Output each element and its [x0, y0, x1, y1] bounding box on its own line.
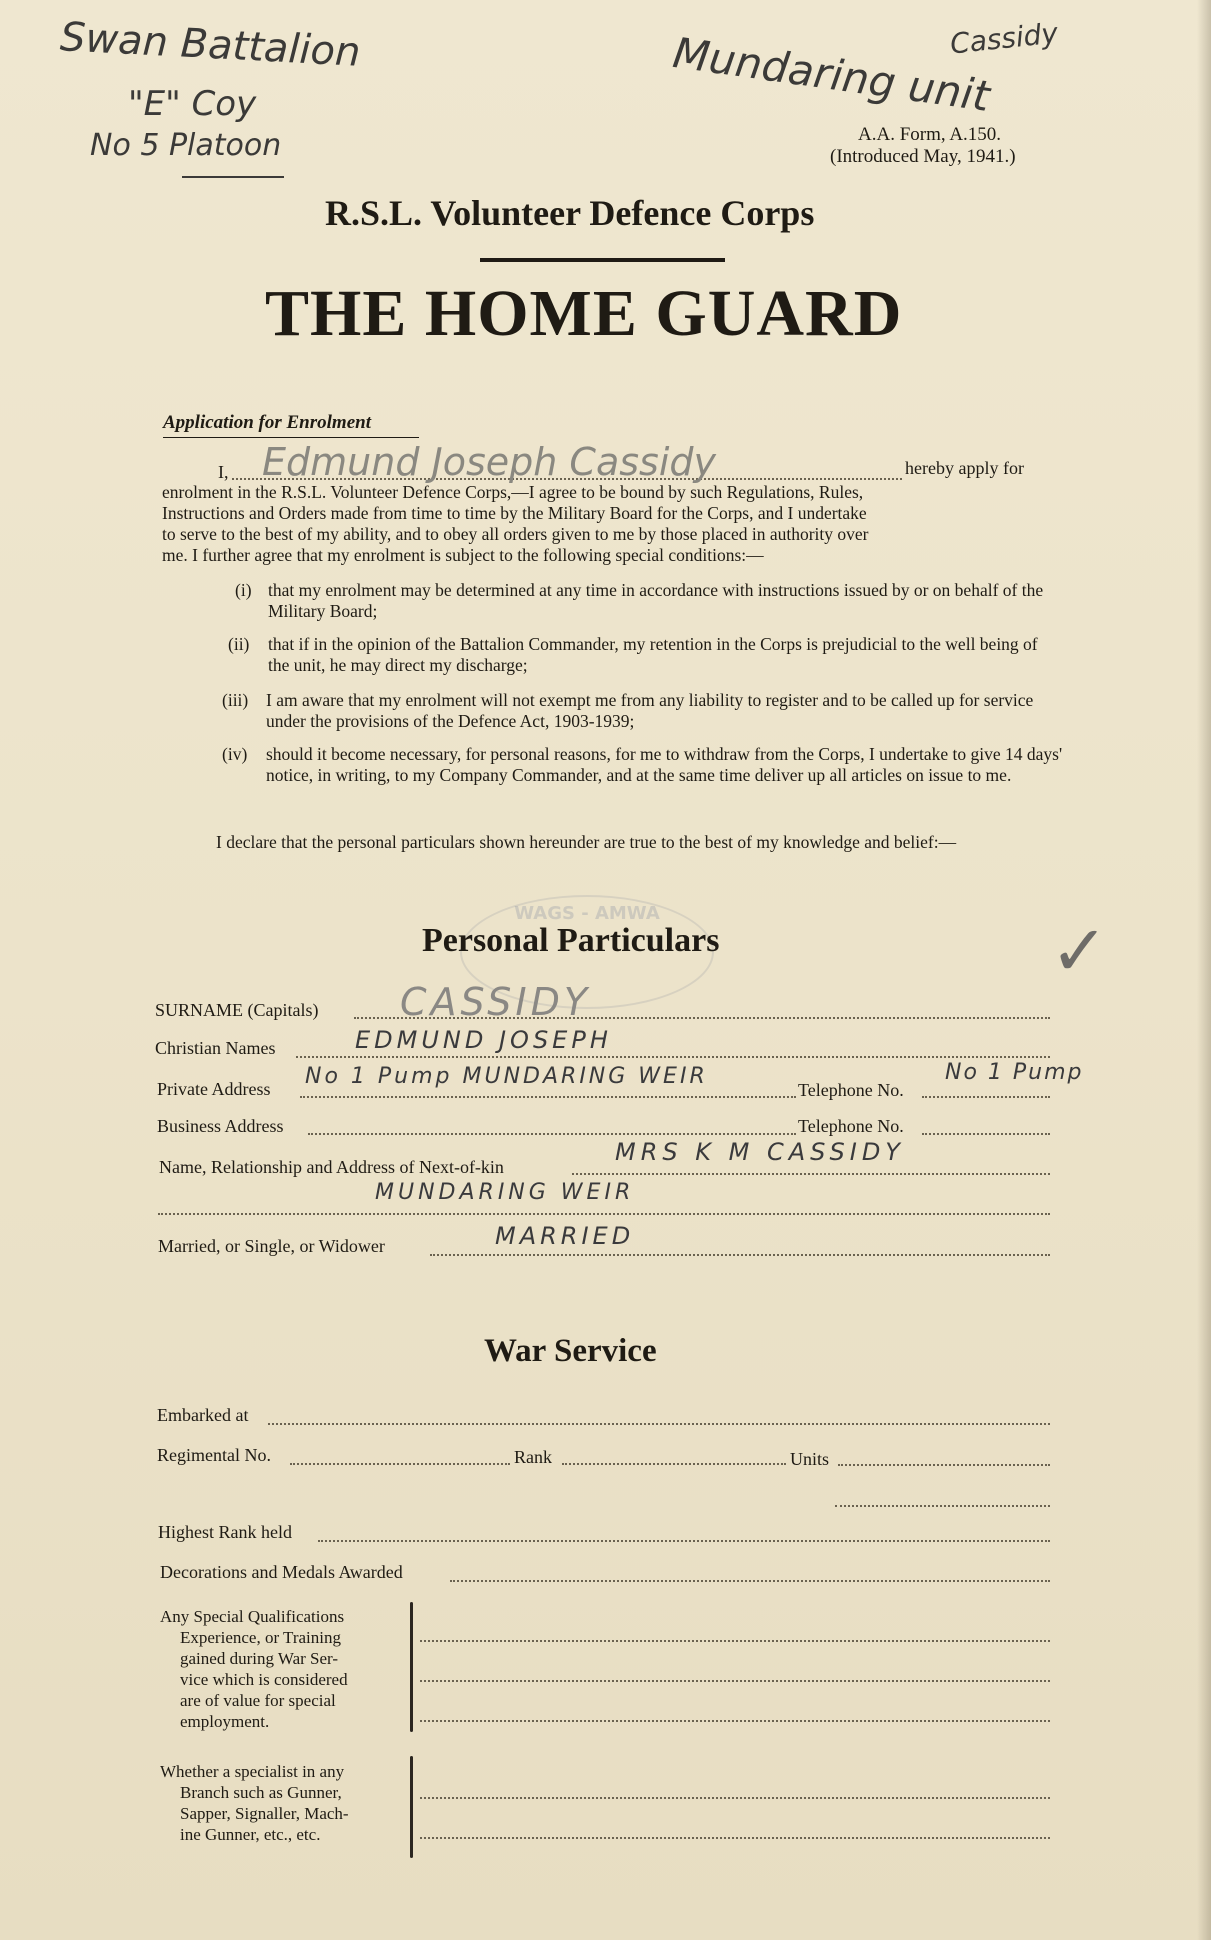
- special-quals-line-3: [420, 1720, 1050, 1722]
- surname-label: SURNAME (Capitals): [155, 1000, 319, 1020]
- specialist-brace: [410, 1756, 413, 1858]
- org-title: R.S.L. Volunteer Defence Corps: [325, 193, 815, 233]
- surname-value: CASSIDY: [400, 980, 592, 1024]
- marital-status-label: Married, or Single, or Widower: [158, 1236, 385, 1256]
- next-of-kin-value: MRS K M CASSIDY: [615, 1138, 905, 1166]
- private-address-label: Private Address: [157, 1079, 271, 1099]
- embarked-line: [268, 1423, 1050, 1425]
- next-of-kin-value-2: MUNDARING WEIR: [375, 1180, 635, 1205]
- private-telephone-line: [922, 1096, 1050, 1098]
- condition-text: should it become necessary, for personal reasons, for me to withdraw from the Corps, I undertake to give 14 days' notice, in writing, to my Company Commander, and at the same time deliver up all articles on issue to me.: [266, 744, 1063, 785]
- condition-number: (iv): [222, 744, 248, 764]
- decorations-line: [450, 1580, 1050, 1582]
- application-line-2: enrolment in the R.S.L. Volunteer Defence Corps,—I agree to be bound by such Regulations, Rules,: [162, 482, 864, 502]
- i-label: I,: [218, 462, 229, 482]
- condition-text: I am aware that my enrolment will not exempt me from any liability to register and to be called up for service under the provisions of the Defence Act, 1903-1939;: [266, 690, 1034, 731]
- platoon-note: No 5 Platoon: [90, 128, 282, 163]
- personal-heading: Personal Particulars: [422, 922, 720, 959]
- main-title: THE HOME GUARD: [265, 277, 903, 350]
- paper-edge-shadow: [1197, 0, 1211, 1940]
- business-address-label: Business Address: [157, 1116, 284, 1136]
- special-quals-line: gained during War Ser-: [180, 1649, 339, 1668]
- highest-rank-line: [318, 1540, 1050, 1542]
- private-address-value: No 1 Pump MUNDARING WEIR: [305, 1064, 708, 1089]
- highest-rank-label: Highest Rank held: [158, 1522, 292, 1542]
- specialist-line-2: [420, 1837, 1050, 1839]
- specialist-line: ine Gunner, etc., etc.: [180, 1825, 321, 1844]
- checkmark-icon: ✓: [1050, 910, 1109, 992]
- business-telephone-label: Telephone No.: [798, 1116, 904, 1136]
- unit-note: Mundaring unit: [670, 28, 993, 121]
- special-quals-brace: [410, 1602, 413, 1732]
- apply-line-end: hereby apply for: [905, 458, 1024, 478]
- condition-text: that my enrolment may be determined at any time in accordance with instructions issued by or on behalf of the Military Board;: [268, 580, 1044, 621]
- special-quals-line-1: [420, 1640, 1050, 1642]
- marital-status-line: [430, 1254, 1050, 1256]
- application-line-3: Instructions and Orders made from time to time by the Military Board for the Corps, and I undertake: [162, 503, 867, 523]
- special-quals-line-2: [420, 1680, 1050, 1682]
- christian-names-label: Christian Names: [155, 1038, 276, 1058]
- condition-number: (iii): [222, 690, 249, 710]
- marital-status-value: MARRIED: [495, 1222, 635, 1250]
- form-intro: (Introduced May, 1941.): [830, 146, 1016, 167]
- special-quals-line: are of value for special: [180, 1691, 336, 1710]
- application-heading: Application for Enrolment: [163, 412, 371, 433]
- regimental-no-label: Regimental No.: [157, 1445, 271, 1465]
- christian-names-value: EDMUND JOSEPH: [355, 1026, 612, 1054]
- next-of-kin-label: Name, Relationship and Address of Next-of-kin: [159, 1157, 504, 1177]
- private-address-line: [300, 1096, 796, 1098]
- title-divider: [480, 258, 725, 262]
- rank-label: Rank: [514, 1447, 552, 1467]
- battalion-note: Swan Battalion: [59, 14, 362, 76]
- condition-number: (ii): [228, 634, 250, 654]
- special-quals-line: Any Special Qualifications: [160, 1607, 345, 1626]
- declaration: I declare that the personal particulars shown hereunder are true to the best of my knowledge and belief:—: [216, 832, 957, 852]
- next-of-kin-line-2: [158, 1213, 1050, 1215]
- units-line: [838, 1464, 1050, 1466]
- rank-line: [562, 1463, 786, 1465]
- heading-underline: [163, 437, 419, 438]
- specialist-line: Sapper, Signaller, Mach-: [180, 1804, 349, 1823]
- decorations-label: Decorations and Medals Awarded: [160, 1562, 403, 1582]
- company-note: "E" Coy: [128, 84, 257, 124]
- special-quals-line: Experience, or Training: [180, 1628, 341, 1647]
- application-line-4: to serve to the best of my ability, and to obey all orders given to me by those placed in authority over: [162, 524, 869, 544]
- business-telephone-line: [922, 1133, 1050, 1135]
- form-code: A.A. Form, A.150.: [858, 124, 1002, 145]
- special-quals-line: employment.: [180, 1712, 270, 1731]
- specialist-line: Branch such as Gunner,: [180, 1783, 342, 1802]
- next-of-kin-line: [572, 1173, 1050, 1175]
- units-line-2: [835, 1505, 1050, 1507]
- special-quals-line: vice which is considered: [180, 1670, 348, 1689]
- stamp-text: WAGS - AMWA: [514, 903, 660, 924]
- private-telephone-value: No 1 Pump: [945, 1060, 1084, 1085]
- surname-corner-note: Cassidy: [948, 16, 1060, 61]
- condition-number: (i): [235, 580, 252, 600]
- christian-names-line: [296, 1056, 1050, 1058]
- regimental-no-line: [290, 1463, 510, 1465]
- underline-rule: [182, 176, 284, 178]
- embarked-label: Embarked at: [157, 1405, 249, 1425]
- application-line-5: me. I further agree that my enrolment is subject to the following special conditions:—: [162, 545, 764, 565]
- condition-text: that if in the opinion of the Battalion Commander, my retention in the Corps is prejudicial to the well being of the unit, he may direct my discharge;: [268, 634, 1038, 675]
- private-telephone-label: Telephone No.: [798, 1080, 904, 1100]
- specialist-line: Whether a specialist in any: [160, 1762, 345, 1781]
- business-address-line: [308, 1133, 796, 1135]
- specialist-line-1: [420, 1797, 1050, 1799]
- units-label: Units: [790, 1449, 830, 1469]
- signatory-name: Edmund Joseph Cassidy: [262, 440, 717, 484]
- war-service-heading: War Service: [484, 1333, 657, 1369]
